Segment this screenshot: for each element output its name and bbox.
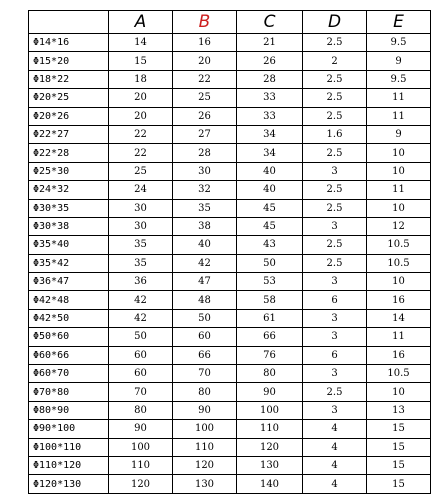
value-cell-e: 15 — [367, 420, 431, 438]
value-cell-c: 33 — [237, 107, 303, 125]
size-cell: Φ42*48 — [29, 291, 109, 309]
value-cell-c: 130 — [237, 456, 303, 474]
value-cell-a: 70 — [109, 383, 173, 401]
value-cell-e: 16 — [367, 346, 431, 364]
value-cell-c: 26 — [237, 52, 303, 70]
size-cell: Φ15*20 — [29, 52, 109, 70]
value-cell-b: 47 — [173, 273, 237, 291]
size-cell: Φ42*50 — [29, 309, 109, 327]
value-cell-c: 33 — [237, 89, 303, 107]
value-cell-e: 15 — [367, 438, 431, 456]
value-cell-e: 15 — [367, 475, 431, 493]
value-cell-d: 2.5 — [303, 383, 367, 401]
size-cell: Φ90*100 — [29, 420, 109, 438]
value-cell-c: 76 — [237, 346, 303, 364]
value-cell-a: 15 — [109, 52, 173, 70]
header-row — [29, 11, 431, 34]
header-a: A — [109, 11, 173, 34]
table-row — [29, 309, 431, 327]
table-row — [29, 181, 431, 199]
value-cell-a: 22 — [109, 144, 173, 162]
value-cell-b: 48 — [173, 291, 237, 309]
value-cell-d: 2.5 — [303, 199, 367, 217]
value-cell-c: 140 — [237, 475, 303, 493]
value-cell-b: 90 — [173, 401, 237, 419]
value-cell-b: 30 — [173, 162, 237, 180]
value-cell-d: 4 — [303, 475, 367, 493]
value-cell-b: 80 — [173, 383, 237, 401]
size-cell: Φ70*80 — [29, 383, 109, 401]
value-cell-b: 35 — [173, 199, 237, 217]
value-cell-c: 110 — [237, 420, 303, 438]
value-cell-d: 4 — [303, 456, 367, 474]
size-cell: Φ35*42 — [29, 254, 109, 272]
value-cell-e: 10.5 — [367, 236, 431, 254]
table-row — [29, 291, 431, 309]
value-cell-e: 10 — [367, 273, 431, 291]
value-cell-d: 4 — [303, 420, 367, 438]
value-cell-b: 42 — [173, 254, 237, 272]
value-cell-e: 11 — [367, 328, 431, 346]
value-cell-d: 2.5 — [303, 236, 367, 254]
value-cell-b: 70 — [173, 365, 237, 383]
value-cell-e: 10 — [367, 144, 431, 162]
table-row — [29, 365, 431, 383]
value-cell-c: 21 — [237, 34, 303, 52]
value-cell-c: 45 — [237, 199, 303, 217]
value-cell-e: 10 — [367, 162, 431, 180]
table-row — [29, 70, 431, 88]
value-cell-c: 120 — [237, 438, 303, 456]
value-cell-e: 9.5 — [367, 70, 431, 88]
value-cell-b: 130 — [173, 475, 237, 493]
value-cell-e: 9 — [367, 52, 431, 70]
size-cell: Φ22*27 — [29, 125, 109, 143]
value-cell-a: 42 — [109, 291, 173, 309]
value-cell-c: 53 — [237, 273, 303, 291]
value-cell-d: 3 — [303, 273, 367, 291]
value-cell-a: 42 — [109, 309, 173, 327]
value-cell-a: 22 — [109, 125, 173, 143]
value-cell-d: 2.5 — [303, 70, 367, 88]
size-cell: Φ35*40 — [29, 236, 109, 254]
value-cell-e: 10.5 — [367, 254, 431, 272]
size-cell: Φ22*28 — [29, 144, 109, 162]
value-cell-d: 6 — [303, 346, 367, 364]
header-d: D — [303, 11, 367, 34]
value-cell-a: 20 — [109, 89, 173, 107]
value-cell-c: 28 — [237, 70, 303, 88]
header-e: E — [367, 11, 431, 34]
size-cell: Φ120*130 — [29, 475, 109, 493]
value-cell-b: 25 — [173, 89, 237, 107]
value-cell-e: 9 — [367, 125, 431, 143]
value-cell-a: 18 — [109, 70, 173, 88]
table-body — [29, 34, 431, 494]
value-cell-d: 2.5 — [303, 254, 367, 272]
table-row — [29, 34, 431, 52]
value-cell-a: 80 — [109, 401, 173, 419]
value-cell-d: 2.5 — [303, 34, 367, 52]
value-cell-a: 50 — [109, 328, 173, 346]
value-cell-a: 35 — [109, 254, 173, 272]
value-cell-d: 2 — [303, 52, 367, 70]
size-cell: Φ36*47 — [29, 273, 109, 291]
value-cell-a: 100 — [109, 438, 173, 456]
value-cell-c: 40 — [237, 162, 303, 180]
value-cell-c: 45 — [237, 217, 303, 235]
value-cell-e: 12 — [367, 217, 431, 235]
value-cell-d: 4 — [303, 438, 367, 456]
value-cell-a: 36 — [109, 273, 173, 291]
value-cell-d: 2.5 — [303, 89, 367, 107]
table-row — [29, 273, 431, 291]
table-row — [29, 217, 431, 235]
value-cell-b: 22 — [173, 70, 237, 88]
value-cell-b: 120 — [173, 456, 237, 474]
table-row — [29, 401, 431, 419]
value-cell-e: 11 — [367, 107, 431, 125]
table-row — [29, 475, 431, 493]
value-cell-d: 3 — [303, 328, 367, 346]
value-cell-e: 10 — [367, 199, 431, 217]
size-cell: Φ20*26 — [29, 107, 109, 125]
value-cell-d: 6 — [303, 291, 367, 309]
table-row — [29, 254, 431, 272]
table-row — [29, 89, 431, 107]
value-cell-a: 25 — [109, 162, 173, 180]
value-cell-b: 60 — [173, 328, 237, 346]
size-cell: Φ18*22 — [29, 70, 109, 88]
size-cell: Φ30*35 — [29, 199, 109, 217]
table-row — [29, 107, 431, 125]
table-row — [29, 52, 431, 70]
value-cell-e: 9.5 — [367, 34, 431, 52]
value-cell-c: 61 — [237, 309, 303, 327]
value-cell-d: 2.5 — [303, 107, 367, 125]
value-cell-e: 10 — [367, 383, 431, 401]
table-row — [29, 456, 431, 474]
value-cell-a: 14 — [109, 34, 173, 52]
value-cell-c: 34 — [237, 125, 303, 143]
value-cell-e: 15 — [367, 456, 431, 474]
table-row — [29, 438, 431, 456]
value-cell-c: 66 — [237, 328, 303, 346]
value-cell-d: 3 — [303, 401, 367, 419]
table-row — [29, 144, 431, 162]
size-cell: Φ14*16 — [29, 34, 109, 52]
size-cell: Φ60*70 — [29, 365, 109, 383]
size-cell: Φ110*120 — [29, 456, 109, 474]
header-corner-cell — [29, 11, 109, 34]
table-row — [29, 383, 431, 401]
table-row — [29, 236, 431, 254]
value-cell-a: 30 — [109, 199, 173, 217]
value-cell-a: 30 — [109, 217, 173, 235]
table-row — [29, 328, 431, 346]
value-cell-c: 58 — [237, 291, 303, 309]
size-cell: Φ24*32 — [29, 181, 109, 199]
value-cell-c: 40 — [237, 181, 303, 199]
value-cell-b: 110 — [173, 438, 237, 456]
value-cell-c: 50 — [237, 254, 303, 272]
value-cell-e: 16 — [367, 291, 431, 309]
value-cell-b: 20 — [173, 52, 237, 70]
value-cell-d: 1.6 — [303, 125, 367, 143]
size-cell: Φ100*110 — [29, 438, 109, 456]
value-cell-b: 66 — [173, 346, 237, 364]
value-cell-e: 13 — [367, 401, 431, 419]
value-cell-b: 16 — [173, 34, 237, 52]
value-cell-d: 2.5 — [303, 144, 367, 162]
value-cell-c: 34 — [237, 144, 303, 162]
value-cell-a: 120 — [109, 475, 173, 493]
header-b: B — [173, 11, 237, 34]
value-cell-d: 3 — [303, 309, 367, 327]
value-cell-e: 10.5 — [367, 365, 431, 383]
value-cell-d: 3 — [303, 217, 367, 235]
value-cell-b: 100 — [173, 420, 237, 438]
value-cell-a: 60 — [109, 365, 173, 383]
value-cell-d: 2.5 — [303, 181, 367, 199]
value-cell-a: 90 — [109, 420, 173, 438]
value-cell-c: 90 — [237, 383, 303, 401]
value-cell-b: 28 — [173, 144, 237, 162]
header-c: C — [237, 11, 303, 34]
size-cell: Φ50*60 — [29, 328, 109, 346]
size-cell: Φ25*30 — [29, 162, 109, 180]
table-row — [29, 420, 431, 438]
value-cell-c: 80 — [237, 365, 303, 383]
value-cell-a: 110 — [109, 456, 173, 474]
value-cell-b: 40 — [173, 236, 237, 254]
value-cell-e: 11 — [367, 89, 431, 107]
size-cell: Φ80*90 — [29, 401, 109, 419]
table-row — [29, 162, 431, 180]
value-cell-b: 38 — [173, 217, 237, 235]
value-cell-b: 50 — [173, 309, 237, 327]
value-cell-a: 24 — [109, 181, 173, 199]
table-header — [29, 11, 431, 34]
table-row — [29, 346, 431, 364]
value-cell-b: 27 — [173, 125, 237, 143]
dimension-table — [28, 10, 431, 494]
value-cell-e: 14 — [367, 309, 431, 327]
value-cell-e: 11 — [367, 181, 431, 199]
value-cell-c: 43 — [237, 236, 303, 254]
value-cell-c: 100 — [237, 401, 303, 419]
table-row — [29, 199, 431, 217]
value-cell-a: 60 — [109, 346, 173, 364]
value-cell-b: 32 — [173, 181, 237, 199]
value-cell-b: 26 — [173, 107, 237, 125]
value-cell-a: 20 — [109, 107, 173, 125]
table-row — [29, 125, 431, 143]
size-cell: Φ30*38 — [29, 217, 109, 235]
size-cell: Φ60*66 — [29, 346, 109, 364]
size-cell: Φ20*25 — [29, 89, 109, 107]
value-cell-d: 3 — [303, 162, 367, 180]
value-cell-a: 35 — [109, 236, 173, 254]
value-cell-d: 3 — [303, 365, 367, 383]
